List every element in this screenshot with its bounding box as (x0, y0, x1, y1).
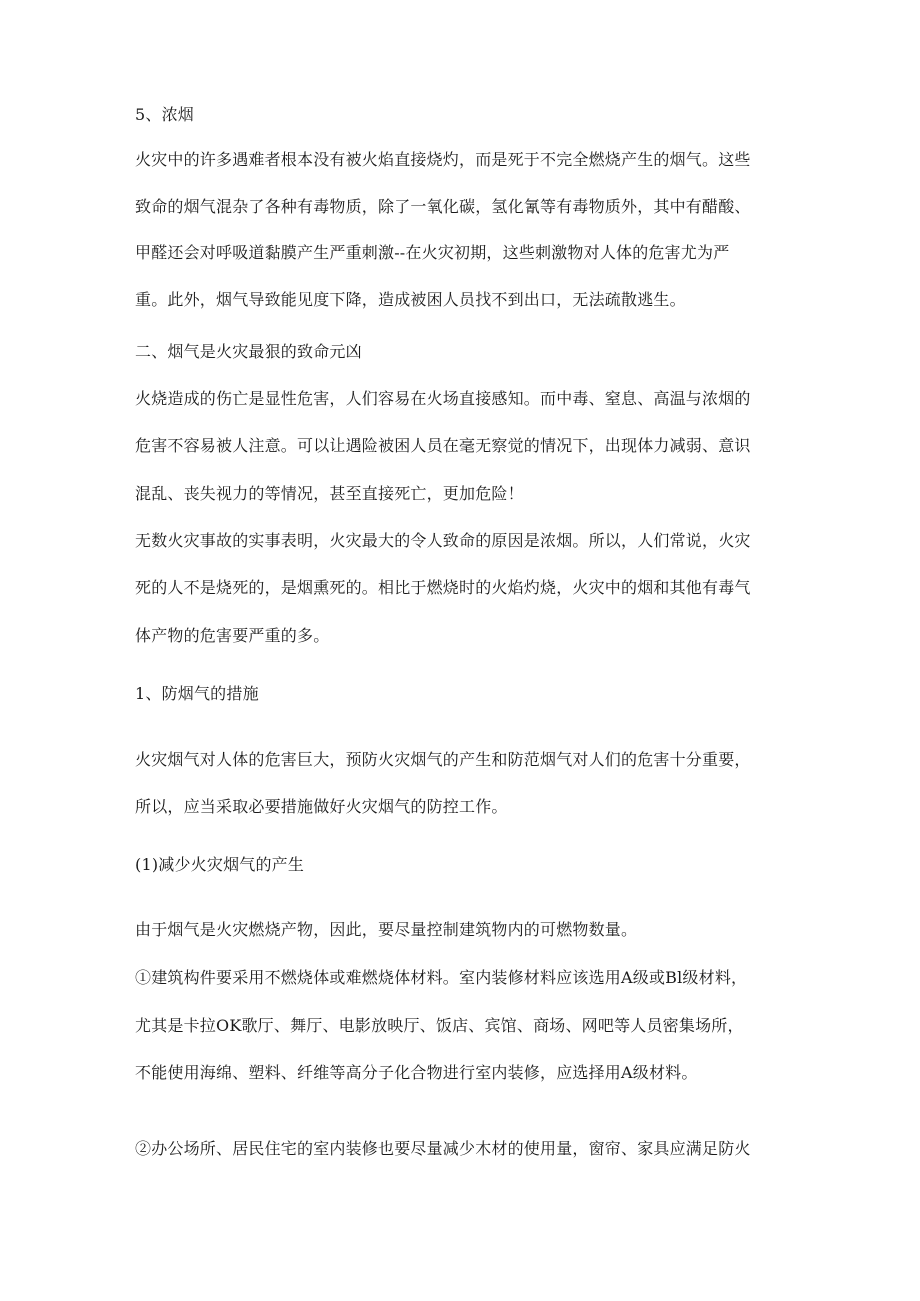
paragraph-line: 体产物的危害要严重的多。 (135, 626, 330, 645)
paragraph-line: 不能使用海绵、塑料、纤维等高分子化合物进行室内装修，应选择用A级材料。 (135, 1063, 698, 1082)
paragraph-line: 由于烟气是火灾燃烧产物，因此，要尽量控制建筑物内的可燃物数量。 (135, 920, 638, 939)
paragraph-line: 死的人不是烧死的，是烟熏死的。相比于燃烧时的火焰灼烧，火灾中的烟和其他有毒气 (135, 578, 751, 597)
paragraph-line: 重。此外，烟气导致能见度下降，造成被困人员找不到出口，无法疏散逃生。 (135, 290, 686, 309)
paragraph-line: 火烧造成的伤亡是显性危害，人们容易在火场直接感知。而中毒、窒息、高温与浓烟的 (135, 389, 751, 408)
paragraph-line: 无数火灾事故的实事表明，火灾最大的令人致命的原因是浓烟。所以，人们常说，火灾 (135, 531, 751, 550)
paragraph-line: 火灾烟气对人体的危害巨大，预防火灾烟气的产生和防范烟气对人们的危害十分重要， (135, 750, 751, 769)
paragraph-line: 混乱、丧失视力的等情况，甚至直接死亡，更加危险！ (135, 484, 524, 503)
paragraph-line: ②办公场所、居民住宅的室内装修也要尽量减少木材的使用量，窗帘、家具应满足防火 (135, 1139, 751, 1158)
paragraph-line: 所以，应当采取必要措施做好火灾烟气的防控工作。 (135, 797, 508, 816)
section-heading-smoke-killer: 二、烟气是火灾最狠的致命元凶 (135, 342, 362, 361)
paragraph-line: 危害不容易被人注意。可以让遇险被困人员在毫无察觉的情况下，出现体力减弱、意识 (135, 436, 751, 455)
paragraph-line: ①建筑构件要采用不燃烧体或难燃烧体材料。室内装修材料应该选用A级或Bl级材料， (135, 968, 748, 987)
paragraph-line: 致命的烟气混杂了各种有毒物质，除了一氧化碳，氢化氰等有毒物质外，其中有醋酸、 (135, 197, 751, 216)
paragraph-line: 火灾中的许多遇难者根本没有被火焰直接烧灼，而是死于不完全燃烧产生的烟气。这些 (135, 150, 751, 169)
subsection-heading-smoke-prevention: 1、防烟气的措施 (135, 684, 259, 703)
subsection-heading-reduce-smoke: (1)减少火灾烟气的产生 (135, 855, 305, 874)
paragraph-line: 甲醛还会对呼吸道黏膜产生严重刺激--在火灾初期，这些刺激物对人体的危害尤为严 (135, 243, 730, 262)
section-heading-dense-smoke: 5、浓烟 (135, 105, 194, 124)
paragraph-line: 尤其是卡拉OK歌厅、舞厅、电影放映厅、饭店、宾馆、商场、网吧等人员密集场所， (135, 1016, 744, 1035)
